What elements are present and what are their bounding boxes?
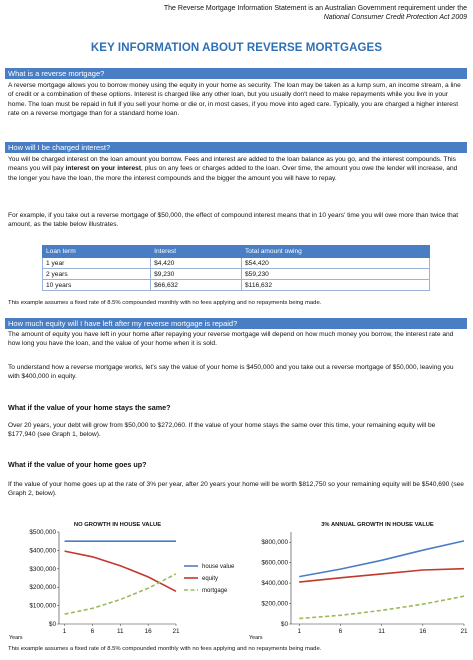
section-body-interest [8, 155, 464, 183]
y-tick-label: $0 [48, 621, 56, 628]
equity-graph-note: This example assumes a fixed rate of 8.5% compounded monthly with no fees applying and no repayments being made. [8, 646, 322, 652]
loan-cost-table [42, 245, 430, 291]
interest-body-part-a: You will be charged interest on the loan amount you borrow. Fees and interest are added to the loan balance as you go, and the interest compounds. This means you will pay [8, 156, 456, 173]
subheading-value-up: What if the value of your home goes up? [8, 460, 147, 469]
series-line-mortgage [65, 574, 176, 614]
y-tick-label: $300,000 [29, 565, 56, 573]
series-line-equity [299, 569, 464, 582]
graph-3pct-growth [244, 518, 469, 644]
table-row [43, 269, 430, 280]
x-tick-label: 11 [378, 628, 385, 635]
equity-example: To understand how a reverse mortgage works, let's say the value of your home is $450,000 and you take out a reverse mortgage of $50,000, leaving you with $400,000 in equity. [8, 364, 454, 381]
chart-title: NO GROWTH IN HOUSE VALUE [73, 522, 162, 528]
table-cell: $4,420 [151, 258, 242, 269]
page-title: KEY INFORMATION ABOUT REVERSE MORTGAGES [90, 42, 383, 54]
table-cell: $116,632 [241, 280, 429, 291]
graph-no-growth [4, 518, 244, 644]
interest-table-note: This example assumes a fixed rate of 8.5% compounded monthly with no fees applying and no repayments being made. [8, 300, 322, 306]
legislation-note [137, 4, 467, 22]
y-tick-label: $400,000 [29, 547, 56, 555]
series-line-mortgage [299, 596, 464, 618]
section-heading-equity: How much equity will I have left after my reverse mortgage is repaid? [5, 318, 467, 329]
table-cell: 1 year [43, 258, 151, 269]
y-tick-label: $200,000 [29, 584, 56, 592]
chart-title: 3% ANNUAL GROWTH IN HOUSE VALUE [321, 522, 434, 528]
x-tick-label: 11 [116, 628, 124, 635]
table-cell: 2 years [43, 269, 151, 280]
section-heading-what: What is a reverse mortgage? [5, 68, 467, 79]
subheading-value-same: What if the value of your home stays the same? [8, 403, 171, 412]
legend-label: house value [202, 564, 235, 570]
y-tick-label: $800,000 [261, 539, 288, 547]
series-line-equity [65, 551, 176, 591]
x-tick-label: 1 [62, 628, 67, 635]
x-tick-label: 1 [297, 628, 302, 635]
table-header-interest: Interest [151, 246, 242, 258]
y-tick-label: $400,000 [261, 580, 288, 588]
table-cell: $54,420 [241, 258, 429, 269]
table-row [43, 258, 430, 269]
x-axis-label: Years [249, 635, 263, 641]
legend-label: equity [202, 576, 219, 582]
table-cell: $59,230 [241, 269, 429, 280]
legend-label: mortgage [202, 588, 228, 594]
x-tick-label: 6 [90, 628, 95, 635]
section-body-what: A reverse mortgage allows you to borrow money using the equity in your home as security. The loan may be taken as a lump sum, an income stream, a line of credit or a combination of these options. Interest is charged like any other loan, but you usually don't need to make repayments while you live in your home. The loan must be repaid in full if you sell your home or die or, in most cases, if you move into aged care. Typically, you are charged a higher interest rate on a reverse mortgage than for a standard home loan. [8, 82, 461, 118]
y-tick-label: $200,000 [261, 600, 288, 608]
table-header-row [43, 246, 430, 258]
section-heading-interest: How will I be charged interest? [5, 142, 467, 153]
table-row [43, 280, 430, 291]
x-tick-label: 21 [172, 628, 180, 635]
legislation-note-text: The Reverse Mortgage Information Statement is an Australian Government requirement under the [163, 5, 467, 12]
table-cell: $9,230 [151, 269, 242, 280]
y-tick-label: $100,000 [29, 602, 56, 610]
x-tick-label: 21 [460, 628, 468, 635]
x-tick-label: 16 [419, 628, 427, 635]
interest-example: For example, if you take out a reverse mortgage of $50,000, the effect of compound interest means that in 10 years' time you will owe more than twice that amount, as the table below illustrates. [8, 212, 459, 229]
value-up-body: If the value of your home goes up at the rate of 3% per year, after 20 years your home will be worth $812,750 so your remaining equity will be $540,690 (see Graph 2, below). [8, 481, 464, 498]
x-axis-label: Years [9, 635, 23, 641]
y-tick-label: $600,000 [261, 559, 288, 567]
table-header-loan-term: Loan term [43, 246, 151, 258]
table-cell: 10 years [43, 280, 151, 291]
table-cell: $66,632 [151, 280, 242, 291]
legislation-act-name: National Consumer Credit Protection Act 2009 [323, 14, 467, 21]
y-tick-label: $500,000 [29, 529, 56, 536]
table-header-total-owing: Total amount owing [241, 246, 429, 258]
x-tick-label: 16 [144, 628, 152, 635]
interest-on-interest-emphasis: interest on your interest [65, 165, 142, 173]
y-tick-label: $0 [280, 621, 288, 628]
section-body-equity: The amount of equity you have left in your home after repaying your reverse mortgage will depend on how much money you borrow, the interest rate and how long you have the loan, and the value of your home when it is sold. [8, 331, 454, 348]
value-same-body: Over 20 years, your debt will grow from $50,000 to $272,060. If the value of your home stays the same over this time, your remaining equity will be $177,940 (see Graph 1, below). [8, 422, 436, 439]
x-tick-label: 6 [338, 628, 343, 635]
series-line-house-value [299, 541, 464, 577]
interest-body-part-b: , plus on any fees or charges added to the loan. Over time, the amount you owe the lender will increase, and the longer you have the loan, the more the interest compounds and the bigger the amount you will have to repay. [8, 165, 458, 182]
